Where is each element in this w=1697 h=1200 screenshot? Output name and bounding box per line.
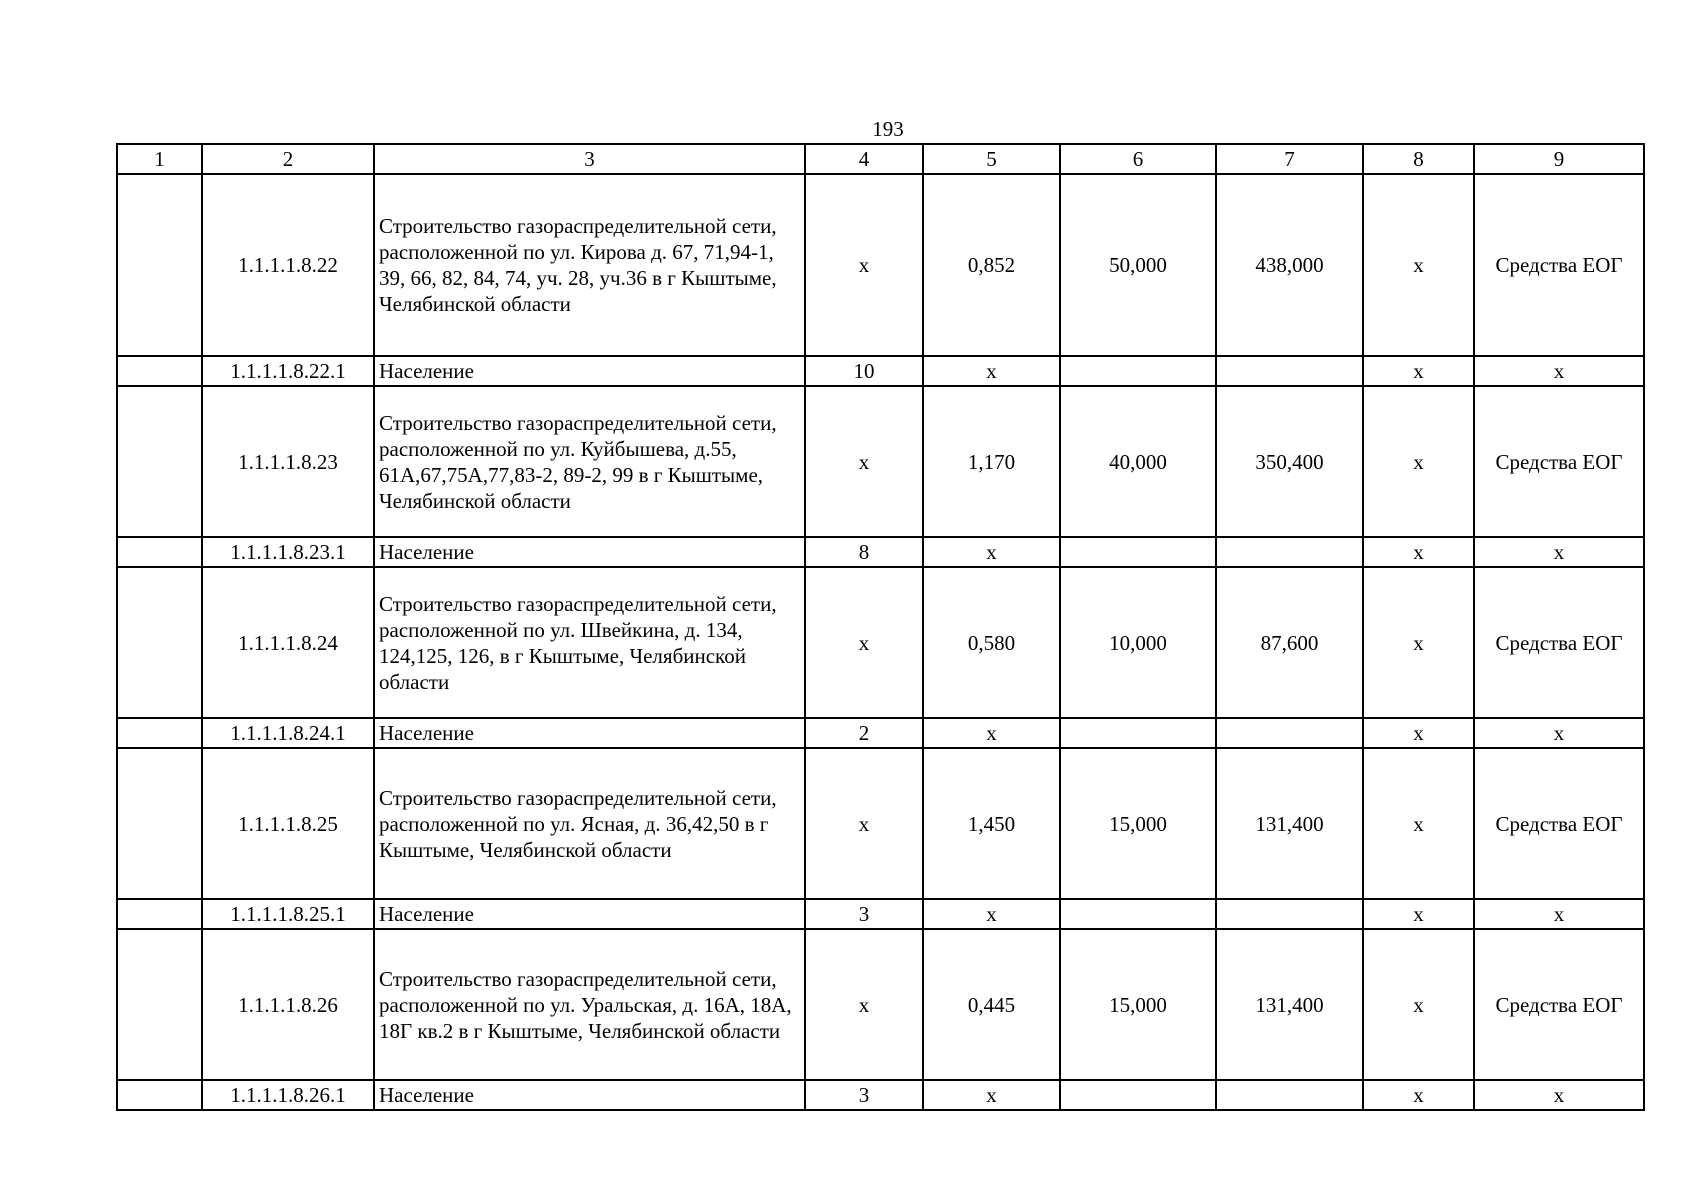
- cell-col7: [1216, 899, 1363, 929]
- table-row: [117, 386, 1644, 537]
- investment-table: [116, 143, 1645, 1111]
- item-description: Население: [374, 718, 805, 748]
- table-row: [117, 174, 1644, 356]
- funding-source: Средства ЕОГ: [1474, 567, 1644, 718]
- cell-col8: х: [1363, 899, 1474, 929]
- item-description: Население: [374, 356, 805, 386]
- table-subrow: [117, 1080, 1644, 1110]
- cell-col4: х: [805, 174, 923, 356]
- item-code: 1.1.1.1.8.25: [202, 748, 374, 899]
- cell-col7: [1216, 718, 1363, 748]
- item-code: 1.1.1.1.8.24: [202, 567, 374, 718]
- column-number: 8: [1363, 144, 1474, 174]
- item-code: 1.1.1.1.8.22: [202, 174, 374, 356]
- cell-col6: 40,000: [1060, 386, 1216, 537]
- cell-col9: х: [1474, 899, 1644, 929]
- item-description: Население: [374, 899, 805, 929]
- cell-col4: 10: [805, 356, 923, 386]
- row-index-cell: [117, 356, 202, 386]
- item-description: Строительство газораспределительной сети, расположенной по ул. Куйбышева, д.55, 61А,67,75А,77,83-2, 89-2, 99 в г Кыштыме, Челябинской области: [374, 386, 805, 537]
- cell-col5: х: [923, 356, 1060, 386]
- cell-col5: х: [923, 1080, 1060, 1110]
- item-description: Строительство газораспределительной сети, расположенной по ул. Ясная, д. 36,42,50 в г Кыштыме, Челябинской области: [374, 748, 805, 899]
- cell-col5: х: [923, 718, 1060, 748]
- cell-col6: 10,000: [1060, 567, 1216, 718]
- column-number: 2: [202, 144, 374, 174]
- cell-col4: 3: [805, 899, 923, 929]
- row-index-cell: [117, 537, 202, 567]
- cell-col8: х: [1363, 929, 1474, 1080]
- cell-col7: 438,000: [1216, 174, 1363, 356]
- cell-col9: х: [1474, 356, 1644, 386]
- item-description: Строительство газораспределительной сети, расположенной по ул. Швейкина, д. 134, 124,125, 126, в г Кыштыме, Челябинской области: [374, 567, 805, 718]
- cell-col5: х: [923, 899, 1060, 929]
- cell-col6: 15,000: [1060, 748, 1216, 899]
- cell-col6: [1060, 537, 1216, 567]
- cell-col5: 1,450: [923, 748, 1060, 899]
- row-index-cell: [117, 718, 202, 748]
- item-code: 1.1.1.1.8.22.1: [202, 356, 374, 386]
- cell-col8: х: [1363, 567, 1474, 718]
- cell-col4: 3: [805, 1080, 923, 1110]
- funding-source: Средства ЕОГ: [1474, 174, 1644, 356]
- cell-col4: 2: [805, 718, 923, 748]
- funding-source: Средства ЕОГ: [1474, 386, 1644, 537]
- cell-col7: [1216, 1080, 1363, 1110]
- cell-col5: 0,445: [923, 929, 1060, 1080]
- cell-col5: 0,580: [923, 567, 1060, 718]
- cell-col7: 131,400: [1216, 748, 1363, 899]
- cell-col8: х: [1363, 718, 1474, 748]
- row-index-cell: [117, 1080, 202, 1110]
- cell-col8: х: [1363, 748, 1474, 899]
- table-row: [117, 748, 1644, 899]
- row-index-cell: [117, 748, 202, 899]
- item-code: 1.1.1.1.8.23.1: [202, 537, 374, 567]
- cell-col7: [1216, 537, 1363, 567]
- column-number: 9: [1474, 144, 1644, 174]
- item-code: 1.1.1.1.8.25.1: [202, 899, 374, 929]
- column-number: 4: [805, 144, 923, 174]
- cell-col6: 50,000: [1060, 174, 1216, 356]
- cell-col8: х: [1363, 174, 1474, 356]
- cell-col8: х: [1363, 537, 1474, 567]
- funding-source: Средства ЕОГ: [1474, 748, 1644, 899]
- row-index-cell: [117, 899, 202, 929]
- table-subrow: [117, 537, 1644, 567]
- page-number: 193: [872, 117, 904, 141]
- column-number-row: [117, 144, 1644, 174]
- item-code: 1.1.1.1.8.26.1: [202, 1080, 374, 1110]
- funding-source: Средства ЕОГ: [1474, 929, 1644, 1080]
- cell-col6: [1060, 356, 1216, 386]
- cell-col7: 131,400: [1216, 929, 1363, 1080]
- column-number: 1: [117, 144, 202, 174]
- item-code: 1.1.1.1.8.24.1: [202, 718, 374, 748]
- cell-col4: 8: [805, 537, 923, 567]
- item-description: Строительство газораспределительной сети, расположенной по ул. Уральская, д. 16А, 18А, 18Г кв.2 в г Кыштыме, Челябинской области: [374, 929, 805, 1080]
- column-number: 6: [1060, 144, 1216, 174]
- column-number: 7: [1216, 144, 1363, 174]
- row-index-cell: [117, 174, 202, 356]
- table-subrow: [117, 899, 1644, 929]
- cell-col4: х: [805, 929, 923, 1080]
- table-subrow: [117, 718, 1644, 748]
- row-index-cell: [117, 929, 202, 1080]
- cell-col8: х: [1363, 356, 1474, 386]
- cell-col7: 350,400: [1216, 386, 1363, 537]
- cell-col5: 1,170: [923, 386, 1060, 537]
- cell-col6: 15,000: [1060, 929, 1216, 1080]
- cell-col8: х: [1363, 1080, 1474, 1110]
- table-subrow: [117, 356, 1644, 386]
- cell-col4: х: [805, 748, 923, 899]
- cell-col4: х: [805, 567, 923, 718]
- cell-col7: [1216, 356, 1363, 386]
- cell-col9: х: [1474, 1080, 1644, 1110]
- item-description: Строительство газораспределительной сети, расположенной по ул. Кирова д. 67, 71,94-1, 39, 66, 82, 84, 74, уч. 28, уч.36 в г Кыштыме, Челябинской области: [374, 174, 805, 356]
- cell-col8: х: [1363, 386, 1474, 537]
- cell-col9: х: [1474, 718, 1644, 748]
- item-description: Население: [374, 1080, 805, 1110]
- item-code: 1.1.1.1.8.23: [202, 386, 374, 537]
- cell-col6: [1060, 899, 1216, 929]
- column-number: 3: [374, 144, 805, 174]
- row-index-cell: [117, 386, 202, 537]
- cell-col5: 0,852: [923, 174, 1060, 356]
- column-number: 5: [923, 144, 1060, 174]
- cell-col6: [1060, 1080, 1216, 1110]
- row-index-cell: [117, 567, 202, 718]
- cell-col5: х: [923, 537, 1060, 567]
- table-row: [117, 567, 1644, 718]
- item-description: Население: [374, 537, 805, 567]
- cell-col4: х: [805, 386, 923, 537]
- item-code: 1.1.1.1.8.26: [202, 929, 374, 1080]
- table-row: [117, 929, 1644, 1080]
- cell-col9: х: [1474, 537, 1644, 567]
- cell-col6: [1060, 718, 1216, 748]
- cell-col7: 87,600: [1216, 567, 1363, 718]
